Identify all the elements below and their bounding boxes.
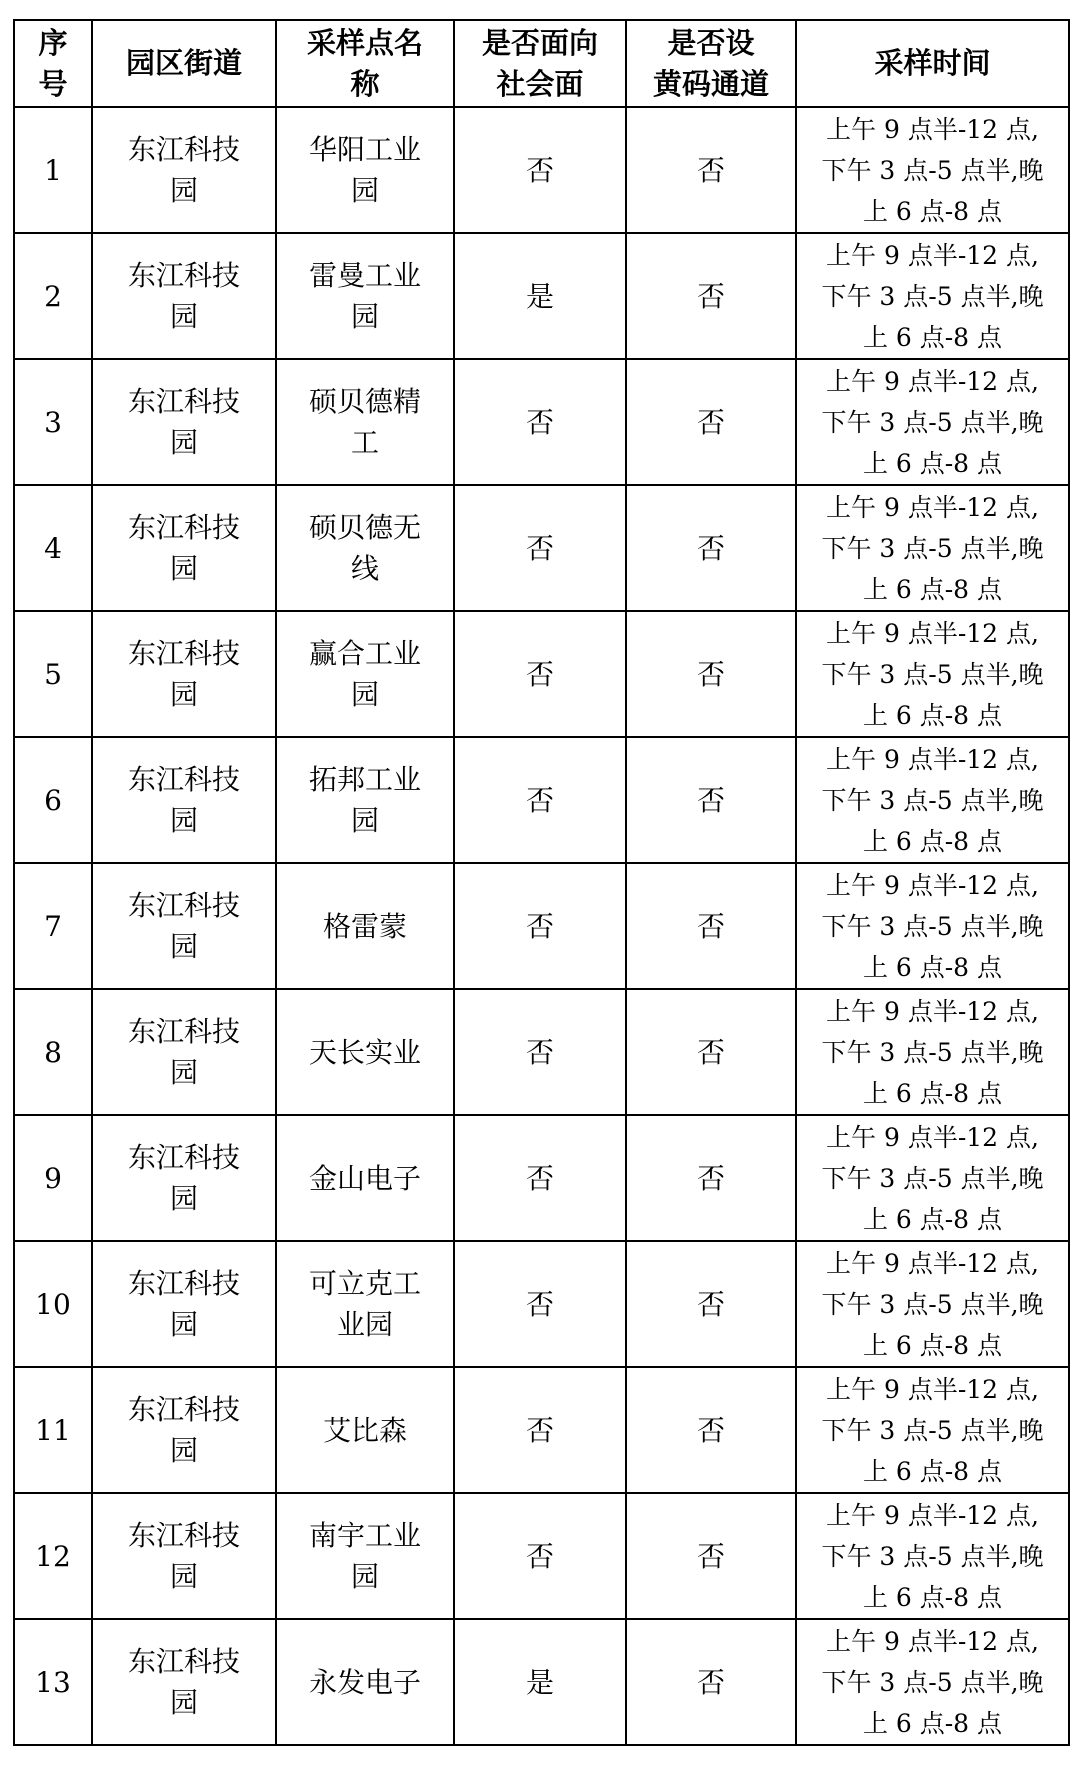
cell-site-name [276,863,454,989]
table-row [14,863,1069,989]
cell-sampling-time-text: 上午 9 点半-12 点, 下午 3 点-5 点半,晚 上 6 点-8 点 [821,1500,1044,1612]
cell-site-name [276,989,454,1115]
cell-index [14,611,92,737]
header-site-name: 采样点名 称 [276,20,454,107]
cell-index [14,863,92,989]
header-public-facing: 是否面向 社会面 [454,20,626,107]
cell-sampling-time [796,1241,1069,1367]
cell-public-facing-text: 否 [525,1539,554,1573]
cell-index [14,485,92,611]
table-row [14,989,1069,1115]
cell-public-facing [454,233,626,359]
cell-yellow-code-channel [626,1241,796,1367]
cell-district-text: 东江科技 园 [127,259,240,333]
cell-sampling-time-text: 上午 9 点半-12 点, 下午 3 点-5 点半,晚 上 6 点-8 点 [821,114,1044,226]
cell-public-facing-text: 否 [525,657,554,691]
cell-sampling-time-text: 上午 9 点半-12 点, 下午 3 点-5 点半,晚 上 6 点-8 点 [821,618,1044,730]
cell-index-text: 10 [35,1287,71,1321]
cell-yellow-code-channel [626,107,796,233]
cell-yellow-code-channel [626,863,796,989]
cell-district-text: 东江科技 园 [127,385,240,459]
cell-site-name-text: 拓邦工业 园 [308,763,421,837]
cell-district-text: 东江科技 园 [127,1645,240,1719]
cell-index-text: 7 [44,909,62,943]
cell-yellow-code-channel-text: 否 [696,405,725,439]
cell-yellow-code-channel [626,989,796,1115]
cell-site-name [276,359,454,485]
cell-yellow-code-channel-text: 否 [696,153,725,187]
sampling-sites-table-container [13,19,1068,1758]
cell-public-facing-text: 是 [525,1665,554,1699]
cell-sampling-time-text: 上午 9 点半-12 点, 下午 3 点-5 点半,晚 上 6 点-8 点 [821,996,1044,1108]
cell-site-name [276,1115,454,1241]
cell-district-text: 东江科技 园 [127,1141,240,1215]
cell-site-name [276,1367,454,1493]
cell-sampling-time-text: 上午 9 点半-12 点, 下午 3 点-5 点半,晚 上 6 点-8 点 [821,492,1044,604]
cell-district [92,359,276,485]
cell-index [14,107,92,233]
table-row [14,1241,1069,1367]
cell-yellow-code-channel-text: 否 [696,1035,725,1069]
cell-index-text: 11 [35,1413,71,1447]
cell-district [92,1367,276,1493]
cell-district-text: 东江科技 园 [127,1015,240,1089]
cell-site-name-text: 雷曼工业 园 [308,259,421,333]
cell-public-facing [454,737,626,863]
cell-district-text: 东江科技 园 [127,1519,240,1593]
cell-index [14,989,92,1115]
cell-yellow-code-channel [626,611,796,737]
cell-site-name-text: 硕贝德无 线 [308,511,421,585]
cell-district [92,737,276,863]
table-row [14,611,1069,737]
cell-index-text: 3 [44,405,62,439]
cell-index-text: 9 [44,1161,62,1195]
table-row [14,107,1069,233]
cell-site-name [276,1241,454,1367]
cell-sampling-time [796,611,1069,737]
cell-public-facing-text: 是 [525,279,554,313]
cell-sampling-time-text: 上午 9 点半-12 点, 下午 3 点-5 点半,晚 上 6 点-8 点 [821,240,1044,352]
cell-site-name [276,1619,454,1745]
cell-sampling-time [796,359,1069,485]
cell-public-facing [454,107,626,233]
cell-index-text: 1 [44,153,62,187]
cell-public-facing-text: 否 [525,783,554,817]
cell-public-facing-text: 否 [525,1287,554,1321]
cell-district [92,1241,276,1367]
cell-district-text: 东江科技 园 [127,637,240,711]
cell-index [14,1367,92,1493]
cell-index-text: 8 [44,1035,62,1069]
cell-sampling-time [796,485,1069,611]
cell-public-facing [454,863,626,989]
cell-index [14,1493,92,1619]
cell-sampling-time-text: 上午 9 点半-12 点, 下午 3 点-5 点半,晚 上 6 点-8 点 [821,366,1044,478]
cell-site-name-text: 可立克工 业园 [308,1267,421,1341]
cell-public-facing-text: 否 [525,1413,554,1447]
cell-site-name [276,1493,454,1619]
cell-yellow-code-channel [626,233,796,359]
cell-public-facing-text: 否 [525,405,554,439]
cell-public-facing [454,1493,626,1619]
cell-yellow-code-channel [626,485,796,611]
cell-site-name [276,611,454,737]
cell-sampling-time [796,1619,1069,1745]
cell-district [92,989,276,1115]
cell-yellow-code-channel-text: 否 [696,1539,725,1573]
cell-yellow-code-channel-text: 否 [696,1287,725,1321]
cell-public-facing [454,611,626,737]
cell-public-facing-text: 否 [525,1161,554,1195]
table-row [14,1493,1069,1619]
cell-public-facing [454,1367,626,1493]
cell-index [14,1241,92,1367]
cell-sampling-time-text: 上午 9 点半-12 点, 下午 3 点-5 点半,晚 上 6 点-8 点 [821,1248,1044,1360]
header-index: 序 号 [14,20,92,107]
cell-index [14,1115,92,1241]
cell-sampling-time [796,737,1069,863]
cell-yellow-code-channel [626,1619,796,1745]
cell-district-text: 东江科技 园 [127,763,240,837]
cell-site-name-text: 赢合工业 园 [308,637,421,711]
cell-yellow-code-channel-text: 否 [696,531,725,565]
cell-public-facing [454,359,626,485]
cell-index-text: 12 [35,1539,71,1573]
cell-public-facing-text: 否 [525,909,554,943]
cell-sampling-time [796,863,1069,989]
table-row [14,359,1069,485]
table-row [14,1619,1069,1745]
cell-yellow-code-channel [626,1115,796,1241]
cell-public-facing [454,485,626,611]
cell-index [14,737,92,863]
cell-site-name-text: 金山电子 [308,1161,421,1195]
cell-public-facing [454,1241,626,1367]
table-header-row [14,20,1069,107]
cell-sampling-time [796,107,1069,233]
cell-district [92,863,276,989]
cell-site-name [276,233,454,359]
table-row [14,737,1069,863]
cell-site-name [276,485,454,611]
cell-site-name-text: 华阳工业 园 [308,133,421,207]
cell-site-name-text: 格雷蒙 [322,909,407,943]
cell-index-text: 4 [44,531,62,565]
cell-district-text: 东江科技 园 [127,511,240,585]
cell-public-facing [454,1619,626,1745]
cell-yellow-code-channel [626,1367,796,1493]
cell-public-facing [454,1115,626,1241]
table-row [14,485,1069,611]
cell-public-facing-text: 否 [525,1035,554,1069]
cell-index-text: 5 [44,657,62,691]
table-row [14,233,1069,359]
cell-district-text: 东江科技 园 [127,889,240,963]
cell-sampling-time [796,1493,1069,1619]
cell-yellow-code-channel-text: 否 [696,1161,725,1195]
sampling-sites-table [13,19,1070,1746]
cell-sampling-time [796,1115,1069,1241]
cell-district [92,1493,276,1619]
cell-district-text: 东江科技 园 [127,1267,240,1341]
cell-district [92,1619,276,1745]
cell-district [92,485,276,611]
cell-yellow-code-channel-text: 否 [696,783,725,817]
header-district: 园区街道 [92,20,276,107]
cell-yellow-code-channel-text: 否 [696,279,725,313]
cell-district [92,107,276,233]
header-yellow-code-channel: 是否设 黄码通道 [626,20,796,107]
table-row [14,1367,1069,1493]
cell-district [92,233,276,359]
cell-yellow-code-channel [626,737,796,863]
header-sampling-time: 采样时间 [796,20,1069,107]
cell-index [14,1619,92,1745]
cell-site-name-text: 艾比森 [322,1413,407,1447]
cell-yellow-code-channel-text: 否 [696,1665,725,1699]
table-row [14,1115,1069,1241]
cell-yellow-code-channel [626,359,796,485]
cell-sampling-time [796,1367,1069,1493]
cell-sampling-time-text: 上午 9 点半-12 点, 下午 3 点-5 点半,晚 上 6 点-8 点 [821,870,1044,982]
cell-site-name-text: 天长实业 [308,1035,421,1069]
cell-public-facing [454,989,626,1115]
cell-sampling-time-text: 上午 9 点半-12 点, 下午 3 点-5 点半,晚 上 6 点-8 点 [821,744,1044,856]
cell-sampling-time-text: 上午 9 点半-12 点, 下午 3 点-5 点半,晚 上 6 点-8 点 [821,1626,1044,1738]
cell-district [92,611,276,737]
cell-sampling-time [796,989,1069,1115]
cell-site-name [276,737,454,863]
cell-yellow-code-channel-text: 否 [696,909,725,943]
cell-site-name-text: 南宇工业 园 [308,1519,421,1593]
cell-site-name [276,107,454,233]
cell-index [14,359,92,485]
cell-index-text: 2 [44,279,62,313]
cell-public-facing-text: 否 [525,153,554,187]
cell-site-name-text: 硕贝德精 工 [308,385,421,459]
cell-sampling-time [796,233,1069,359]
table-body [14,107,1069,1745]
cell-yellow-code-channel [626,1493,796,1619]
cell-sampling-time-text: 上午 9 点半-12 点, 下午 3 点-5 点半,晚 上 6 点-8 点 [821,1122,1044,1234]
cell-index-text: 6 [44,783,62,817]
cell-index-text: 13 [35,1665,71,1699]
cell-yellow-code-channel-text: 否 [696,1413,725,1447]
cell-index [14,233,92,359]
cell-site-name-text: 永发电子 [308,1665,421,1699]
cell-district-text: 东江科技 园 [127,133,240,207]
cell-yellow-code-channel-text: 否 [696,657,725,691]
cell-sampling-time-text: 上午 9 点半-12 点, 下午 3 点-5 点半,晚 上 6 点-8 点 [821,1374,1044,1486]
cell-district-text: 东江科技 园 [127,1393,240,1467]
cell-public-facing-text: 否 [525,531,554,565]
cell-district [92,1115,276,1241]
